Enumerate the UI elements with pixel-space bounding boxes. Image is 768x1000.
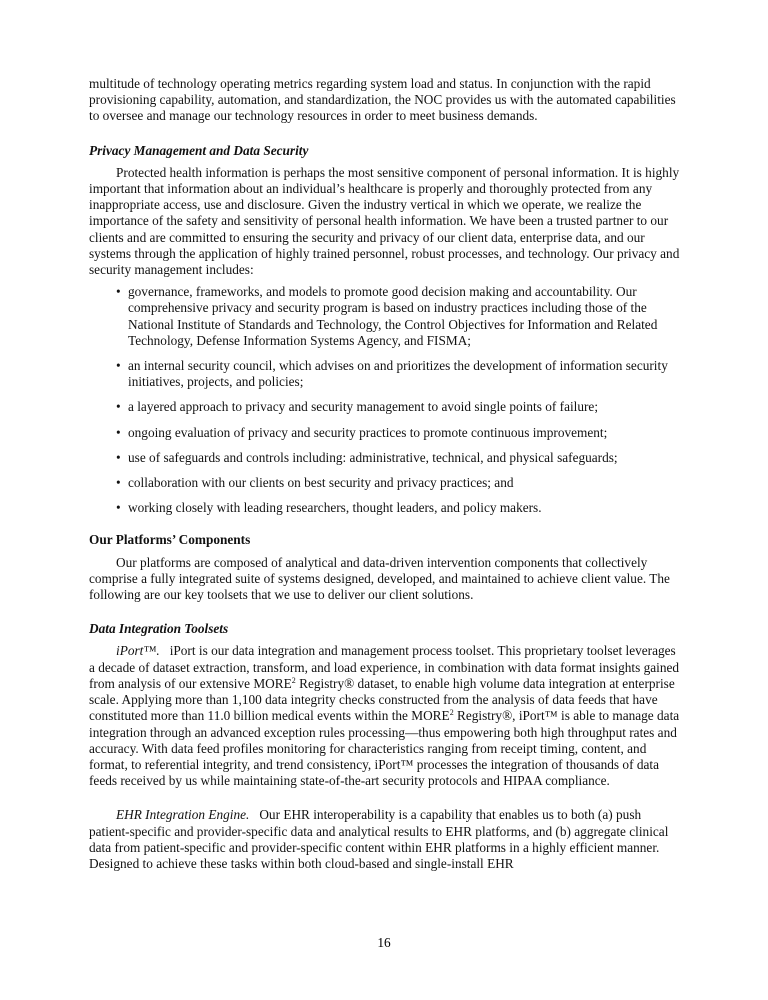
- toolsets-heading: Data Integration Toolsets: [89, 621, 229, 637]
- list-item: • use of safeguards and controls including: administrative, technical, and physical safeguards;: [116, 449, 618, 465]
- bullet-icon: •: [116, 358, 121, 374]
- list-item: • a layered approach to privacy and security management to avoid single points of failure;: [116, 399, 599, 415]
- platforms-heading: Our Platforms’ Components: [89, 532, 251, 548]
- privacy-paragraph: Protected health information is perhaps the most sensitive component of personal information. It is highly important that information about an individual’s healthcare is properly and thoroughly protected from any inappropriate access, use and disclosure. Given the industry vertical in which we operate, we realize the importance of the safety and sensitivity of personal health information. We have been a trusted partner to our clients and are committed to ensuring the security and privacy of our client data, enterprise data, and our systems through the application of highly trained personnel, robust processes, and technology. Our privacy and security management includes:: [89, 164, 680, 278]
- ehr-paragraph: EHR Integration Engine. Our EHR interoperability is a capability that enables us to both (a) push patient-specific and provider-specific data and analytical results to EHR platforms, and (b) aggregate clinical data from patient-specific and provider-specific content within EHR platforms in a highly efficient manner. Designed to achieve these tasks within both cloud-based and single-install EHR: [89, 807, 669, 871]
- bullet-icon: •: [116, 500, 121, 516]
- privacy-bullet-list: [89, 284, 680, 516]
- bullet-icon: •: [116, 399, 121, 415]
- bullet-icon: •: [116, 475, 121, 491]
- iport-runin-title: iPort™.: [116, 643, 160, 659]
- list-item: • an internal security council, which advises on and prioritizes the development of information security initiatives, projects, and policies;: [116, 358, 668, 390]
- privacy-heading: Privacy Management and Data Security: [89, 142, 309, 158]
- platforms-paragraph: Our platforms are composed of analytical and data-driven intervention components that collectively comprise a fully integrated suite of systems designed, developed, and maintained to achieve client value. The following are our key toolsets that we use to deliver our client solutions.: [89, 554, 670, 603]
- document-page: [89, 76, 680, 872]
- list-item: • working closely with leading researchers, thought leaders, and policy makers.: [116, 500, 542, 516]
- list-item: • collaboration with our clients on best security and privacy practices; and: [116, 475, 514, 491]
- bullet-icon: •: [116, 424, 121, 440]
- page-number: 16: [377, 935, 391, 950]
- bullet-icon: •: [116, 284, 121, 300]
- bullet-icon: •: [116, 449, 121, 465]
- list-item: • governance, frameworks, and models to promote good decision making and accountability. Our comprehensive privacy and security program is based on industry practices including those of the National Institute of Standards and Technology, the Control Objectives for Information and Related Technology, Defense Information Systems Agency, and FISMA;: [116, 284, 658, 348]
- list-item: • ongoing evaluation of privacy and security practices to promote continuous improvement;: [116, 424, 608, 440]
- ehr-runin-title: EHR Integration Engine.: [116, 807, 250, 823]
- intro-paragraph: multitude of technology operating metrics regarding system load and status. In conjunction with the rapid provisioning capability, automation, and standardization, the NOC provides us with the automated capabilities to oversee and manage our technology resources in order to meet business demands.: [89, 76, 676, 124]
- iport-paragraph: iPort™. iPort is our data integration and management process toolset. This proprietary toolset leverages a decade of dataset extraction, transform, and load experience, in combination with data format insights gained from analysis of our extensive MORE$^2$ Registry® dataset, to enable high volume data integration at enterprise scale. Applying more than 1,100 data integrity checks constructed from the analysis of data feeds that have constituted more than 11.0 billion medical events within the MORE$^2$ Registry®, iPort™ is able to manage data integration through an advanced exception rules processing—thus empowering both high throughput rates and accuracy. With data feed profiles monitoring for characteristics ranging from receipt timing, content, and format, to referential integrity, and trend consistency, iPort™ processes the integration of thousands of data feeds received by us while maintaining state-of-the-art security protocols and HIPAA compliance.: [89, 643, 680, 789]
